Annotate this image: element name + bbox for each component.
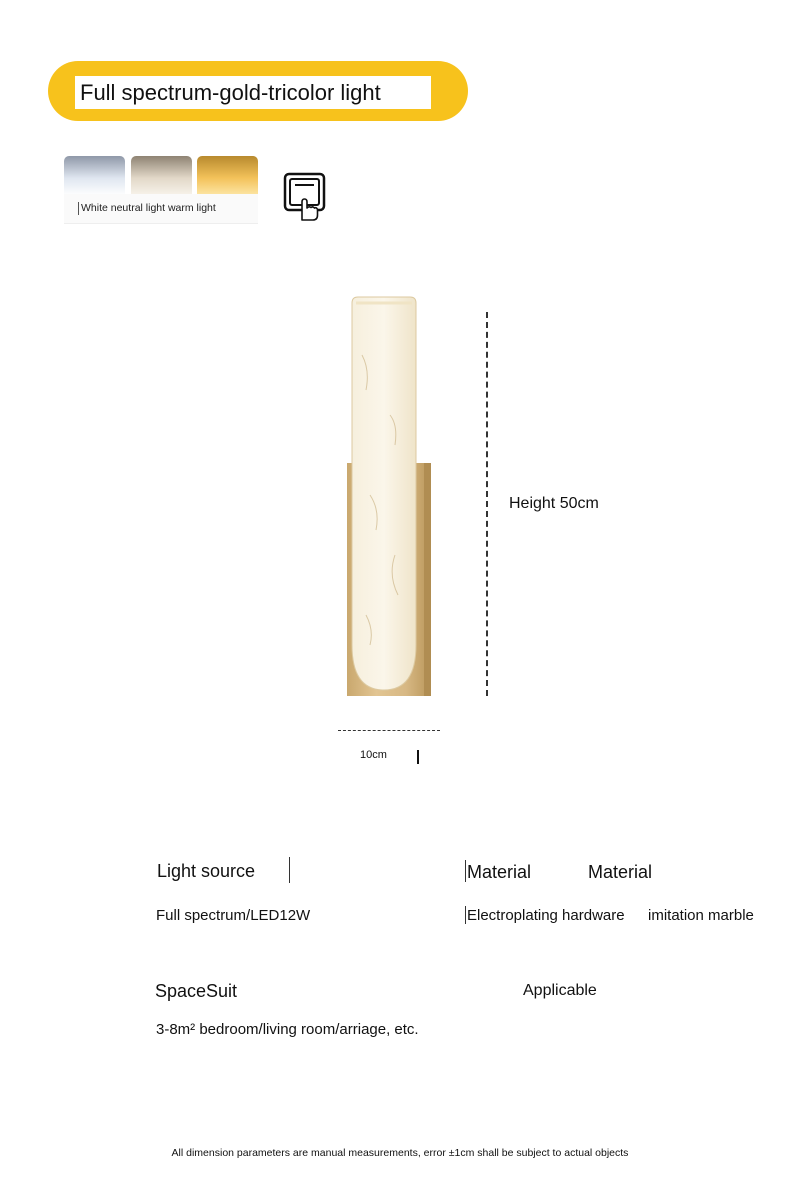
material-label-1: Material (467, 862, 532, 882)
width-label: 10cm (360, 749, 387, 761)
touch-switch-icon (283, 172, 327, 222)
space-label: SpaceSuit (155, 981, 238, 1001)
swatch-white-light (64, 156, 125, 196)
width-mark (417, 750, 419, 764)
footnote: All dimension parameters are manual measurements, error ±1cm shall be subject to actual objects (171, 1147, 629, 1159)
material-value-1: Electroplating hardware (467, 907, 625, 924)
light-source-label: Light source (157, 861, 256, 881)
light-source-value: Full spectrum/LED12W (156, 907, 311, 924)
material-value-2: imitation marble (648, 907, 754, 924)
height-label: Height 50cm (509, 495, 599, 512)
divider (465, 906, 466, 924)
divider (465, 860, 466, 882)
material-label-2: Material (588, 862, 653, 882)
wall-lamp-image (340, 295, 440, 700)
swatch-neutral-light (131, 156, 192, 196)
height-dimension-line (486, 312, 488, 696)
width-dimension-line (338, 730, 440, 731)
page-title: Full spectrum-gold-tricolor light (80, 80, 381, 105)
divider (289, 857, 290, 883)
swatch-warm-light (197, 156, 258, 196)
swatch-caption: White neutral light warm light (78, 202, 216, 215)
space-value: 3-8m² bedroom/living room/arriage, etc. (156, 1021, 419, 1038)
applicable-label: Applicable (523, 982, 597, 999)
